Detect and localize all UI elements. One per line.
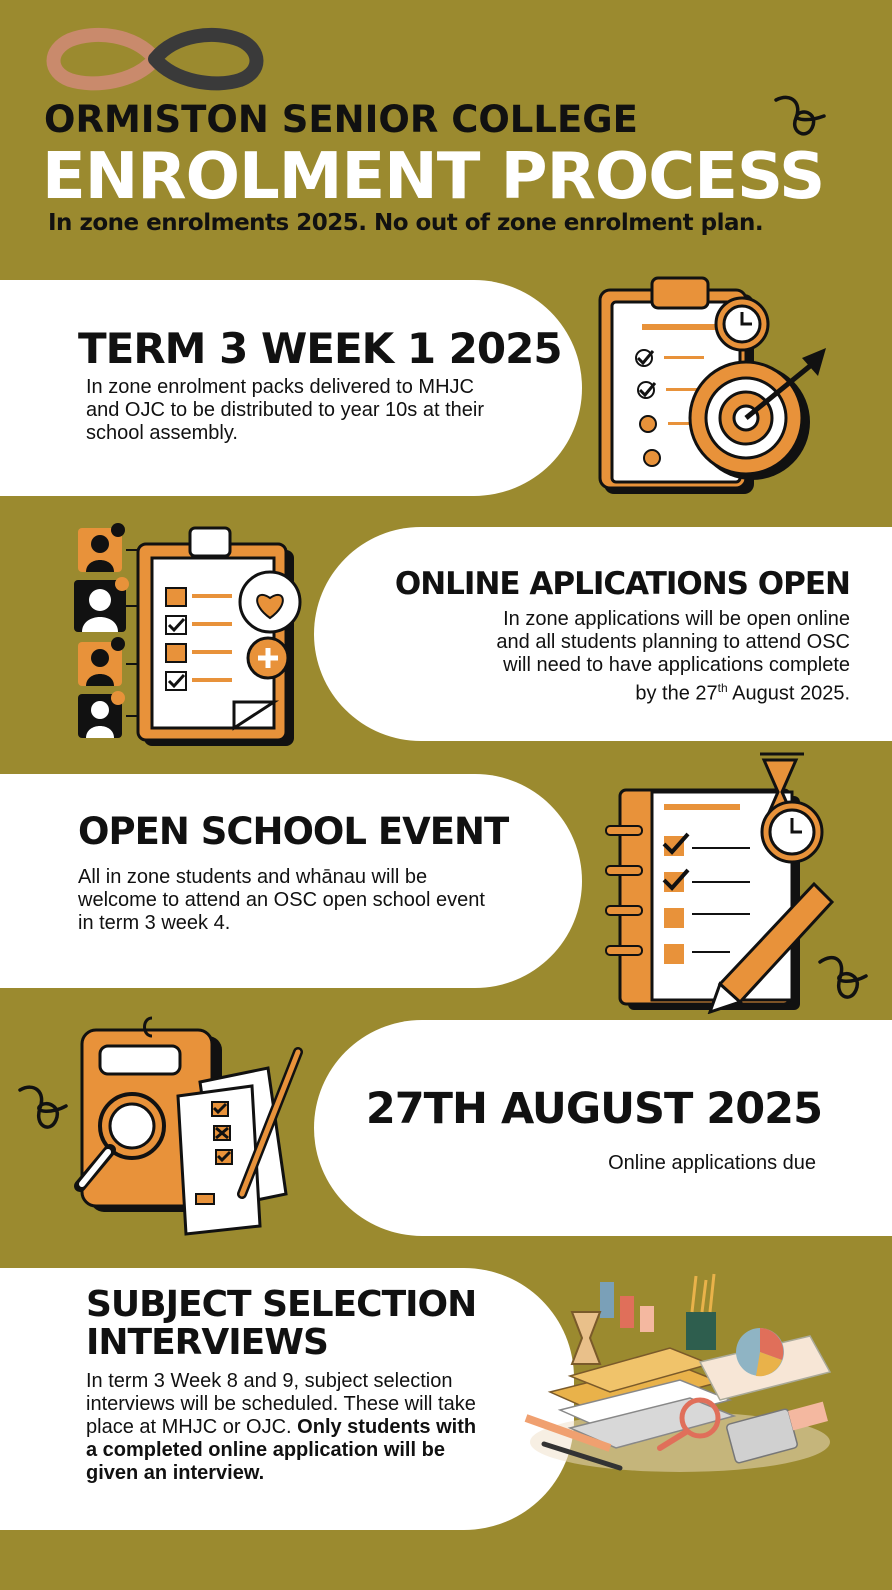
squiggle-icon: [16, 1082, 68, 1136]
step-5-heading: [86, 1286, 476, 1362]
step-2-body: [390, 608, 850, 706]
step-2-body-line-4: [390, 677, 850, 706]
folder-magnifier-icon: [72, 1016, 312, 1242]
step-5-body: [86, 1370, 486, 1485]
step-1-body: In zone enrolment packs delivered to MHJC and OJC to be distributed to year 10s at their school assembly.: [86, 376, 484, 444]
step-4-body: Online applications due: [608, 1152, 816, 1174]
step-2-body-line-4-pre: by the 27: [635, 682, 718, 705]
step-5-heading-line-1: SUBJECT SELECTION: [86, 1284, 477, 1325]
notebook-checklist-icon: [600, 752, 836, 1014]
squiggle-icon: [772, 94, 828, 146]
step-3-body: All in zone students and whānau will be welcome to attend an OSC open school event in term 3 week 4.: [78, 866, 485, 934]
step-2-body-line-3: will need to have applications complete: [503, 654, 850, 676]
page-title: ENROLMENT PROCESS: [42, 140, 825, 214]
clipboard-target-icon: [596, 272, 832, 502]
step-3-heading: OPEN SCHOOL EVENT: [78, 810, 509, 853]
step-2-body-line-4-post: August 2025.: [727, 682, 850, 705]
step-2-body-line-4-sup: th: [717, 681, 728, 695]
step-2-body-line-2: and all students planning to attend OSC: [496, 631, 850, 653]
page-subtitle: In zone enrolments 2025. No out of zone enrolment plan.: [48, 210, 764, 236]
step-5-body-bold: Only students with a completed online application will be given an interview.: [86, 1416, 477, 1484]
infinity-logo-icon: [40, 26, 270, 92]
school-name: ORMISTON SENIOR COLLEGE: [44, 98, 638, 141]
books-stationery-icon: [520, 1272, 840, 1482]
step-2-body-line-1: In zone applications will be open online: [503, 608, 850, 630]
step-4-heading: 27TH AUGUST 2025: [365, 1084, 822, 1134]
step-5-body-plain: In term 3 Week 8 and 9, subject selection interviews will be scheduled. These will take place at MHJC or OJC.: [86, 1370, 476, 1438]
clipboard-people-icon: [74, 522, 306, 750]
step-2-heading: ONLINE APLICATIONS OPEN: [394, 566, 850, 602]
step-1-heading: TERM 3 WEEK 1 2025: [78, 324, 562, 373]
squiggle-icon: [816, 950, 868, 1006]
step-5-heading-line-2: INTERVIEWS: [86, 1322, 328, 1363]
